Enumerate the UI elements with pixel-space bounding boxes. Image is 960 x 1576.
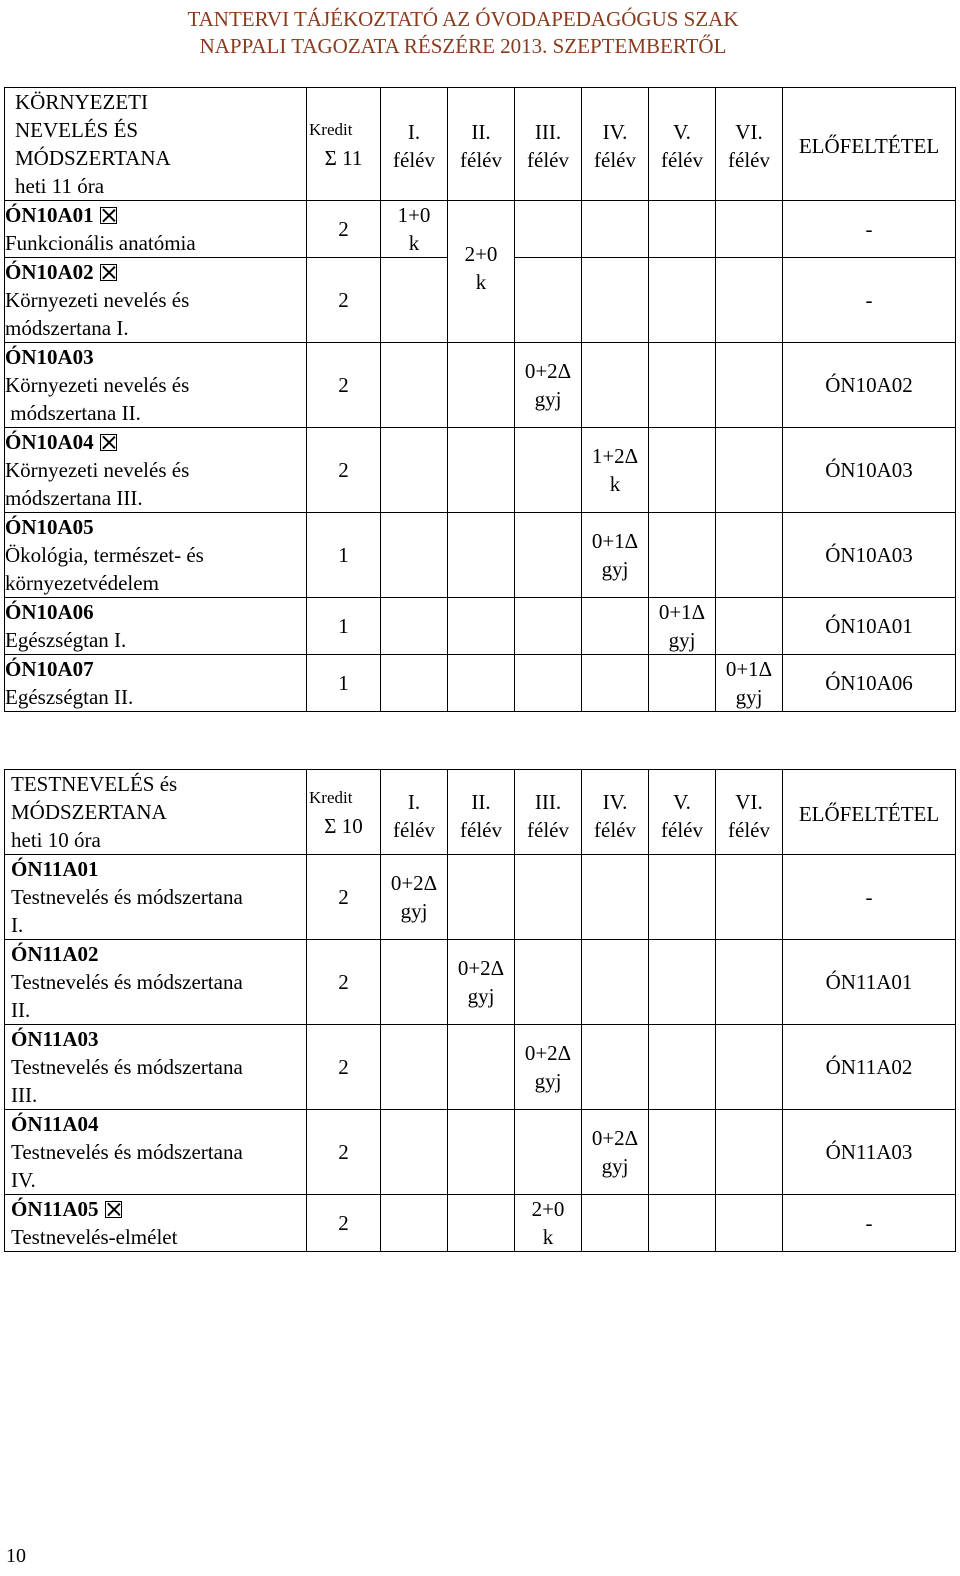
semester-cell: 1+0 k [381,201,448,258]
title-line: heti 10 óra [11,828,101,852]
semester-header-1: I. félév [381,88,448,201]
semester-header-2: II. félév [448,770,515,855]
semester-cell [582,655,649,712]
credit-cell: 2 [307,1110,381,1195]
semester-cell [582,940,649,1025]
course-name: Egészségtan I. [5,628,127,652]
checkbox-x-icon [100,434,117,451]
semester-cell [381,1110,448,1195]
credit-header [307,88,381,201]
semester-cell [649,201,716,258]
course-name: IV. [11,1168,36,1192]
document-header [0,6,926,60]
course-code: ÓN11A03 [11,1027,99,1051]
credit-cell: 2 [307,343,381,428]
semester-cell: 0+2Δ gyj [515,1025,582,1110]
credit-sum: Σ 11 [324,146,363,170]
semester-cell [649,940,716,1025]
course-code: ÓN10A03 [5,345,94,369]
course-code: ÓN10A06 [5,600,94,624]
semester-cell [515,513,582,598]
physical-education-table [4,769,956,1252]
course-code: ÓN10A07 [5,657,94,681]
semester-cell [515,855,582,940]
course-code: ÓN11A02 [11,942,99,966]
semester-cell: 0+2Δ gyj [448,940,515,1025]
semester-cell [515,655,582,712]
semester-cell [515,428,582,513]
course-code: ÓN10A02 [5,260,94,284]
semester-cell [381,513,448,598]
prerequisite-cell: - [783,1195,956,1252]
prerequisite-cell: ÓN11A01 [783,940,956,1025]
prerequisite-cell: - [783,855,956,940]
semester-cell: 1+2Δ k [582,428,649,513]
semester-cell [381,343,448,428]
semester-cell [582,1025,649,1110]
credit-label: Kredit [309,788,353,807]
credit-cell: 2 [307,940,381,1025]
course-name: Testnevelés és módszertana [11,1140,243,1164]
title-line: NEVELÉS ÉS [15,118,139,142]
title-line: KÖRNYEZETI [15,90,148,114]
semester-cell: 0+2Δ gyj [515,343,582,428]
course-cell [5,598,307,655]
semester-cell [582,258,649,343]
course-code: ÓN11A05 [11,1197,99,1221]
course-cell [5,258,307,343]
table-row [5,1110,956,1195]
semester-cell [649,655,716,712]
prerequisite-cell: ÓN11A02 [783,1025,956,1110]
semester-cell [582,1195,649,1252]
course-cell [5,1195,307,1252]
course-name: Ökológia, természet- és [5,543,204,567]
semester-cell [448,1195,515,1252]
table-header-row [5,88,956,201]
semester-cell [649,1110,716,1195]
prerequisite-header: ELŐFELTÉTEL [783,88,956,201]
semester-cell [381,655,448,712]
credit-cell: 2 [307,201,381,258]
semester-cell [649,855,716,940]
semester-header-3: III. félév [515,88,582,201]
course-name: módszertana I. [5,316,129,340]
course-cell [5,1110,307,1195]
credit-cell: 2 [307,258,381,343]
semester-cell [716,513,783,598]
prerequisite-cell: - [783,258,956,343]
semester-cell [582,855,649,940]
semester-cell [716,428,783,513]
course-name: Egészségtan II. [5,685,134,709]
semester-cell: 0+2Δ gyj [381,855,448,940]
semester-header-4: IV. félév [582,770,649,855]
credit-sum: Σ 10 [324,814,363,838]
credit-cell: 2 [307,428,381,513]
semester-cell [649,1025,716,1110]
credit-cell: 1 [307,598,381,655]
course-cell [5,513,307,598]
course-cell [5,1025,307,1110]
course-name: módszertana II. [5,401,141,425]
course-cell [5,855,307,940]
table-row [5,598,956,655]
semester-cell [515,598,582,655]
title-line: heti 11 óra [15,174,105,198]
semester-cell: 0+1Δ gyj [649,598,716,655]
table-row [5,1025,956,1110]
course-name: Környezeti nevelés és [5,288,190,312]
credit-label: Kredit [309,120,353,139]
course-cell [5,655,307,712]
prerequisite-cell: ÓN10A03 [783,428,956,513]
checkbox-x-icon [100,264,117,281]
course-name: Környezeti nevelés és [5,458,190,482]
semester-header-4: IV. félév [582,88,649,201]
semester-cell [381,1025,448,1110]
credit-cell: 2 [307,1025,381,1110]
semester-cell [381,1195,448,1252]
semester-header-3: III. félév [515,770,582,855]
course-name: Testnevelés-elmélet [11,1225,178,1249]
course-code: ÓN10A01 [5,203,94,227]
semester-cell [649,513,716,598]
semester-cell [716,1025,783,1110]
semester-header-1: I. félév [381,770,448,855]
semester-cell [716,343,783,428]
semester-cell [716,201,783,258]
semester-cell [716,598,783,655]
semester-cell [381,428,448,513]
module-title [5,770,307,855]
semester-cell [381,598,448,655]
credit-cell: 2 [307,1195,381,1252]
semester-cell: 2+0 k [515,1195,582,1252]
semester-cell [448,855,515,940]
semester-header-5: V. félév [649,770,716,855]
prerequisite-cell: - [783,201,956,258]
semester-cell [448,343,515,428]
prerequisite-cell: ÓN11A03 [783,1110,956,1195]
course-code: ÓN11A04 [11,1112,99,1136]
semester-cell [515,940,582,1025]
semester-cell [716,940,783,1025]
semester-cell [381,258,448,343]
semester-header-2: II. félév [448,88,515,201]
table-header-row [5,770,956,855]
semester-cell [515,258,582,343]
prerequisite-cell: ÓN10A01 [783,598,956,655]
semester-cell [582,201,649,258]
table-row [5,855,956,940]
semester-cell [649,343,716,428]
semester-cell [381,940,448,1025]
semester-cell [448,598,515,655]
title-line: MÓDSZERTANA [15,146,171,170]
course-name: Környezeti nevelés és [5,373,190,397]
semester-header-6: VI. félév [716,770,783,855]
page-number: 10 [6,1545,26,1567]
course-code: ÓN10A05 [5,515,94,539]
prerequisite-cell: ÓN10A06 [783,655,956,712]
semester-cell [582,598,649,655]
prerequisite-cell: ÓN10A03 [783,513,956,598]
semester-cell [448,428,515,513]
prerequisite-cell: ÓN10A02 [783,343,956,428]
semester-cell: 0+1Δ gyj [716,655,783,712]
semester-cell [448,513,515,598]
semester-cell [448,1110,515,1195]
header-line-2: NAPPALI TAGOZATA RÉSZÉRE 2013. SZEPTEMBERTŐL [199,34,727,58]
environmental-education-table [4,87,956,712]
semester-cell: 0+2Δ gyj [582,1110,649,1195]
credit-header [307,770,381,855]
semester-cell [515,201,582,258]
table-row [5,513,956,598]
title-line: TESTNEVELÉS és [11,772,178,796]
table-row [5,258,956,343]
semester-cell [649,1195,716,1252]
semester-cell [448,1025,515,1110]
semester-cell: 2+0 k [448,258,515,343]
course-code: ÓN11A01 [11,857,99,881]
course-name: I. [11,913,24,937]
semester-cell [515,1110,582,1195]
semester-cell [716,258,783,343]
credit-cell: 1 [307,655,381,712]
table-row [5,1195,956,1252]
semester-cell [448,655,515,712]
semester-cell: 0+1Δ gyj [582,513,649,598]
course-cell [5,940,307,1025]
title-line: MÓDSZERTANA [11,800,167,824]
semester-cell [716,1110,783,1195]
course-code: ÓN10A04 [5,430,94,454]
course-name: Testnevelés és módszertana [11,885,243,909]
semester-cell [649,428,716,513]
semester-cell [649,258,716,343]
prerequisite-header: ELŐFELTÉTEL [783,770,956,855]
course-cell [5,201,307,258]
checkbox-x-icon [100,207,117,224]
course-cell [5,343,307,428]
semester-cell [716,1195,783,1252]
semester-header-5: V. félév [649,88,716,201]
table-row [5,428,956,513]
course-cell [5,428,307,513]
semester-header-6: VI. félév [716,88,783,201]
course-name: Testnevelés és módszertana [11,1055,243,1079]
table-row [5,655,956,712]
semester-cell [582,343,649,428]
course-name: környezetvédelem [5,571,159,595]
table-row [5,343,956,428]
semester-cell [716,855,783,940]
course-name: II. [11,998,31,1022]
credit-cell: 1 [307,513,381,598]
course-name: III. [11,1083,38,1107]
credit-cell: 2 [307,855,381,940]
table-row [5,940,956,1025]
course-name: Testnevelés és módszertana [11,970,243,994]
course-name: módszertana III. [5,486,143,510]
header-line-1: TANTERVI TÁJÉKOZTATÓ AZ ÓVODAPEDAGÓGUS SZAK [187,7,739,31]
course-name: Funkcionális anatómia [5,231,196,255]
checkbox-x-icon [105,1201,122,1218]
module-title [5,88,307,201]
